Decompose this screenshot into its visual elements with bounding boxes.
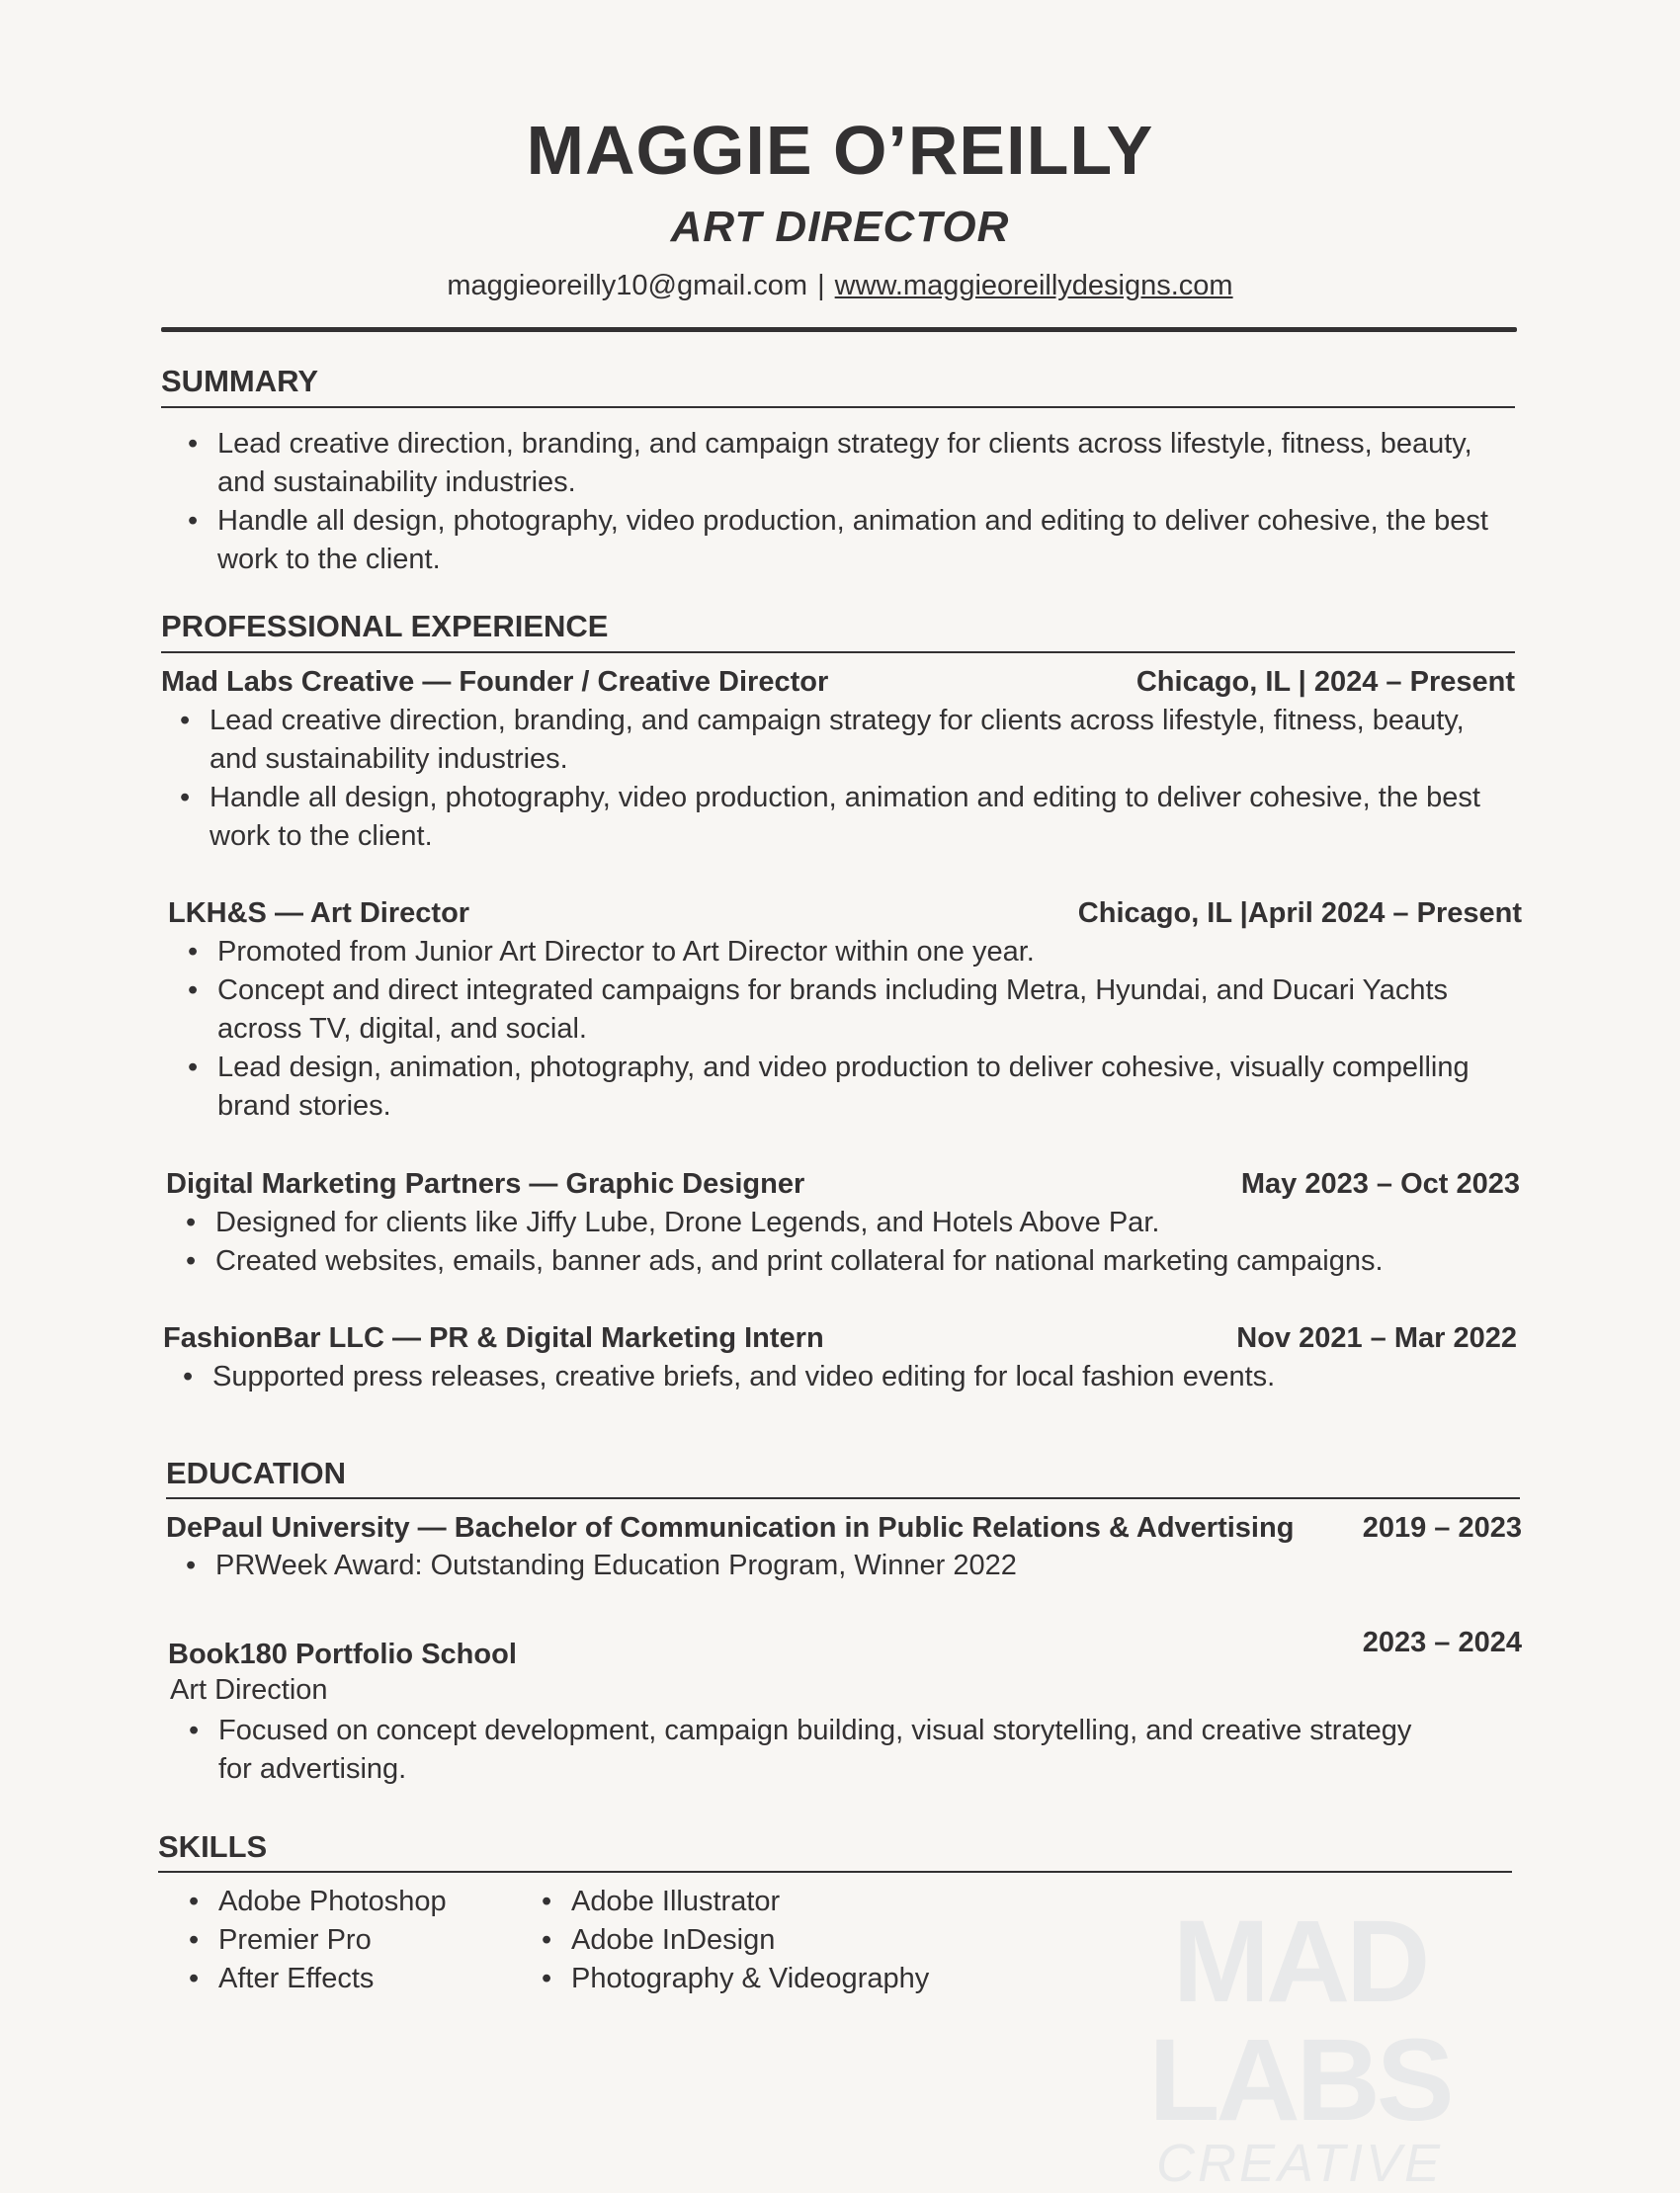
job-bullets (176, 1204, 1520, 1281)
summary-heading: SUMMARY (161, 364, 319, 398)
school-header (166, 1512, 1522, 1545)
watermark-bottom-text: CREATIVE (1155, 2134, 1444, 2193)
job-title: Mad Labs Creative — Founder / Creative Director (161, 666, 829, 698)
list-item: • Promoted from Junior Art Director to Art Director within one year. (178, 933, 1492, 971)
school-header (168, 1639, 1057, 1671)
education-divider (166, 1497, 1520, 1499)
list-item: • Supported press releases, creative briefs, and video editing for local fashion events. (173, 1358, 1487, 1396)
school-dates-box (1186, 1627, 1522, 1659)
list-item: • After Effects (179, 1960, 505, 1998)
job-meta: May 2023 – Oct 2023 (1240, 1168, 1520, 1200)
job-title: Digital Marketing Partners — Graphic Designer (166, 1168, 805, 1200)
list-item: • Created websites, emails, banner ads, and print collateral for national marketing campaigns. (176, 1242, 1520, 1281)
candidate-title: ART DIRECTOR (670, 203, 1010, 251)
mad-labs-watermark-logo (1062, 1897, 1537, 2193)
list-item: • Lead creative direction, branding, and campaign strategy for clients across lifestyle, fitness, beauty, and sustainability industries. (178, 425, 1492, 502)
job-bullets (173, 1358, 1487, 1396)
job-header (163, 1322, 1517, 1355)
header-divider (161, 327, 1517, 332)
website-link[interactable]: www.maggieoreillydesigns.com (834, 270, 1233, 301)
skills-column-2 (532, 1883, 1046, 1998)
skills-divider (158, 1871, 1512, 1873)
job-bullets (178, 933, 1492, 1126)
experience-divider (161, 651, 1515, 653)
list-item: • Adobe InDesign (532, 1921, 1046, 1960)
list-item: • Lead design, animation, photography, and video production to deliver cohesive, visually compelling brand stories. (178, 1049, 1492, 1126)
school-dates: 2023 – 2024 (1362, 1627, 1522, 1658)
list-item: • Lead creative direction, branding, and campaign strategy for clients across lifestyle, fitness, beauty, and sustainability industries. (170, 702, 1484, 779)
list-item: • Handle all design, photography, video production, animation and editing to deliver cohesive, the best work to the client. (178, 502, 1492, 579)
list-item: • Designed for clients like Jiffy Lube, Drone Legends, and Hotels Above Par. (176, 1204, 1520, 1242)
list-item: • Adobe Photoshop (179, 1883, 505, 1921)
job-header (161, 666, 1515, 699)
school-bullets (179, 1712, 1434, 1789)
job-meta: Nov 2021 – Mar 2022 (1236, 1322, 1517, 1354)
job-header (166, 1168, 1520, 1201)
experience-heading: PROFESSIONAL EXPERIENCE (161, 609, 609, 643)
school-bullets (176, 1547, 1490, 1585)
list-item: • Focused on concept development, campaign building, visual storytelling, and creative strategy for advertising. (179, 1712, 1434, 1789)
education-heading: EDUCATION (166, 1456, 346, 1490)
email-text: maggieoreilly10@gmail.com (447, 270, 808, 301)
list-item: • Premier Pro (179, 1921, 505, 1960)
job-header (168, 897, 1522, 930)
list-item: • Adobe Illustrator (532, 1883, 1046, 1921)
summary-divider (161, 406, 1515, 408)
skills-heading: SKILLS (158, 1829, 268, 1864)
list-item: • Photography & Videography (532, 1960, 1046, 1998)
job-meta: Chicago, IL |April 2024 – Present (1077, 897, 1522, 929)
list-item: • Handle all design, photography, video production, animation and editing to deliver cohesive, the best work to the client. (170, 779, 1484, 856)
job-title: FashionBar LLC — PR & Digital Marketing Intern (163, 1322, 824, 1354)
summary-list (178, 425, 1492, 579)
job-meta: Chicago, IL | 2024 – Present (1135, 666, 1515, 698)
job-bullets (170, 702, 1484, 856)
school-dates: 2019 – 2023 (1362, 1512, 1522, 1544)
contact-separator: | (817, 270, 825, 301)
list-item: • PRWeek Award: Outstanding Education Program, Winner 2022 (176, 1547, 1490, 1585)
list-item: • Concept and direct integrated campaigns for brands including Metra, Hyundai, and Ducari Yachts across TV, digital, and social. (178, 971, 1492, 1049)
candidate-name: MAGGIE O’REILLY (526, 112, 1154, 189)
skills-column-1 (179, 1883, 505, 1998)
watermark-top-text: MAD LABS (1148, 1897, 1451, 2146)
school-title: DePaul University — Bachelor of Communication in Public Relations & Advertising (166, 1512, 1295, 1544)
contact-line (0, 270, 1680, 302)
school-program: Art Direction (170, 1674, 328, 1706)
school-title: Book180 Portfolio School (168, 1639, 517, 1670)
job-title: LKH&S — Art Director (168, 897, 470, 929)
